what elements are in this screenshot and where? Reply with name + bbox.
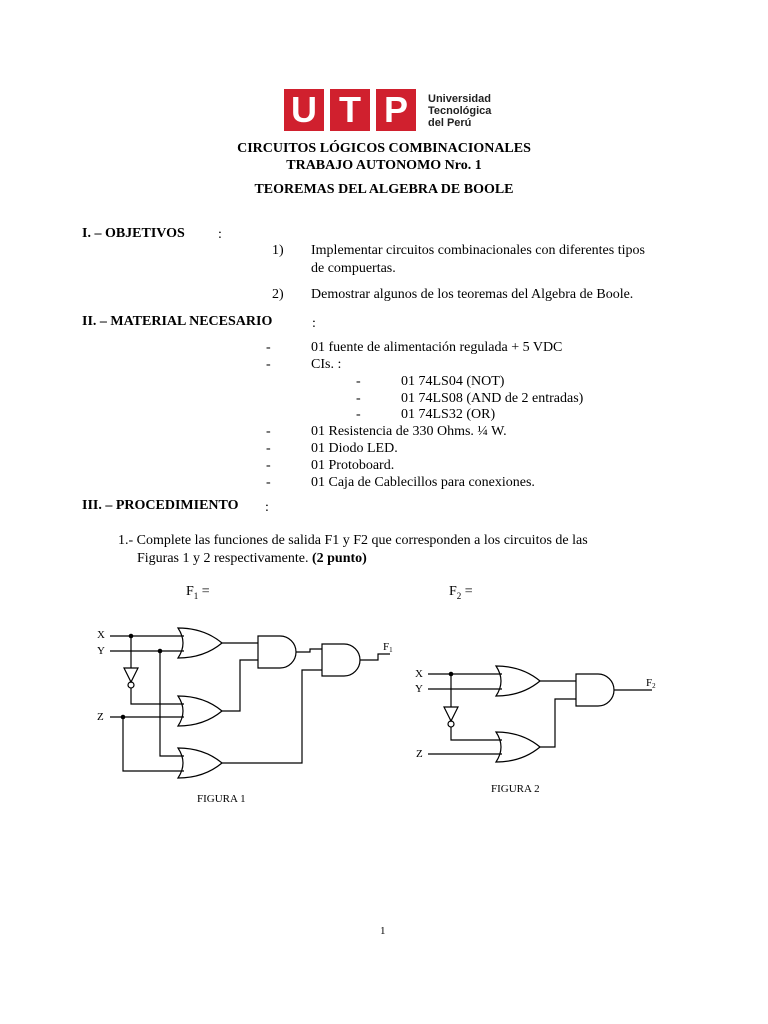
title-line3: TEOREMAS DEL ALGEBRA DE BOOLE — [254, 182, 514, 197]
material-dash: - — [266, 475, 271, 490]
and-gate-1 — [258, 636, 296, 668]
wire-or3-and2 — [222, 670, 322, 763]
figure1-caption: FIGURA 1 — [197, 793, 246, 805]
objective1-text: Implementar circuitos combinacionales con diferentes tipos — [311, 243, 645, 258]
junction-x — [129, 634, 134, 639]
section1-colon: : — [218, 227, 222, 242]
fig2-label-x: X — [415, 668, 423, 680]
material-item: 01 Resistencia de 330 Ohms. ¼ W. — [311, 424, 507, 439]
fig1-label-y: Y — [97, 645, 105, 657]
material-subitem: 01 74LS08 (AND de 2 entradas) — [401, 391, 584, 406]
fig1-label-z: Z — [97, 711, 104, 723]
fig1-label-x: X — [97, 629, 105, 641]
material-item: 01 Diodo LED. — [311, 441, 398, 456]
fig2-wire-not-or2 — [451, 727, 502, 740]
material-dash: - — [266, 441, 271, 456]
step1-text-cont-a: Figuras 1 y 2 respectivamente. — [137, 551, 309, 566]
section2-colon: : — [312, 316, 316, 331]
material-subdash: - — [356, 374, 361, 389]
material-subitem: 01 74LS32 (OR) — [401, 407, 496, 422]
objective2-number: 2) — [272, 287, 284, 302]
logo-letter-u: U — [284, 89, 324, 131]
page-number: 1 — [380, 925, 386, 937]
fig1-out-letter: F — [383, 641, 390, 653]
figure2-caption: FIGURA 2 — [491, 783, 540, 795]
material-item: 01 fuente de alimentación regulada + 5 VDC — [311, 340, 563, 355]
f1-letter: F — [186, 584, 194, 599]
or-gate-3 — [178, 748, 222, 778]
material-subitem: 01 74LS04 (NOT) — [401, 374, 505, 389]
wire-f1-output — [360, 654, 390, 660]
material-item: 01 Caja de Cablecillos para conexiones. — [311, 475, 535, 490]
step1-text: 1.- Complete las funciones de salida F1 y F2 que corresponden a los circuitos de las — [118, 533, 588, 548]
objective1-text-cont: de compuertas. — [311, 261, 396, 276]
fig2-out-letter: F — [646, 677, 653, 689]
material-dash: - — [266, 458, 271, 473]
junction-z — [121, 715, 126, 720]
section3-heading: III. – PROCEDIMIENTO — [82, 498, 239, 513]
section2-heading: II. – MATERIAL NECESARIO — [82, 314, 273, 329]
or-gate-2 — [178, 696, 222, 726]
fig2-label-f2 — [646, 677, 656, 690]
or-gate-1 — [178, 628, 222, 658]
material-item: CIs. : — [311, 357, 342, 372]
title-line2: TRABAJO AUTONOMO Nro. 1 — [286, 158, 482, 173]
wire-not-or2 — [131, 688, 184, 704]
objective2-text: Demostrar algunos de los teoremas del Algebra de Boole. — [311, 287, 634, 302]
material-dash: - — [266, 424, 271, 439]
logo-letter-t: T — [330, 89, 370, 131]
fig2-out-sub: 2 — [652, 682, 656, 690]
material-dash: - — [266, 340, 271, 355]
section1-heading: I. – OBJETIVOS — [82, 226, 185, 241]
junction-y — [158, 649, 163, 654]
fig1-label-f1 — [383, 641, 393, 654]
wire-z-or3 — [123, 717, 184, 771]
title-line1: CIRCUITOS LÓGICOS COMBINACIONALES — [237, 141, 531, 156]
logo-name-line1: Universidad — [428, 93, 491, 105]
material-dash: - — [266, 357, 271, 372]
objective1-number: 1) — [272, 243, 284, 258]
f1-equals: = — [198, 584, 210, 599]
fig2-wire-or2-and — [540, 699, 576, 747]
wire-or2-and1 — [222, 660, 258, 711]
material-subdash: - — [356, 407, 361, 422]
f1-subscript: 1 — [193, 590, 199, 601]
fig2-not-gate — [444, 707, 458, 721]
logo-letter-p: P — [376, 89, 416, 131]
wire-and1-and2 — [296, 649, 322, 652]
f2-subscript: 2 — [456, 590, 462, 601]
step1-points: (2 punto) — [311, 551, 367, 566]
fig2-label-z: Z — [416, 748, 423, 760]
section3-colon: : — [265, 500, 269, 515]
logo-name-line2: Tecnológica — [428, 105, 492, 117]
fig2-and-gate — [576, 674, 614, 706]
fig1-out-sub: 1 — [389, 646, 393, 654]
fig2-or-gate-1 — [496, 666, 540, 696]
and-gate-2 — [322, 644, 360, 676]
f2-equals: = — [461, 584, 473, 599]
f2-letter: F — [449, 584, 457, 599]
material-item: 01 Protoboard. — [311, 458, 395, 473]
fig2-or-gate-2 — [496, 732, 540, 762]
fig2-junction-x — [449, 672, 454, 677]
material-subdash: - — [356, 391, 361, 406]
not-gate — [124, 668, 138, 682]
fig2-label-y: Y — [415, 683, 423, 695]
logo-name-line3: del Perú — [428, 117, 472, 129]
